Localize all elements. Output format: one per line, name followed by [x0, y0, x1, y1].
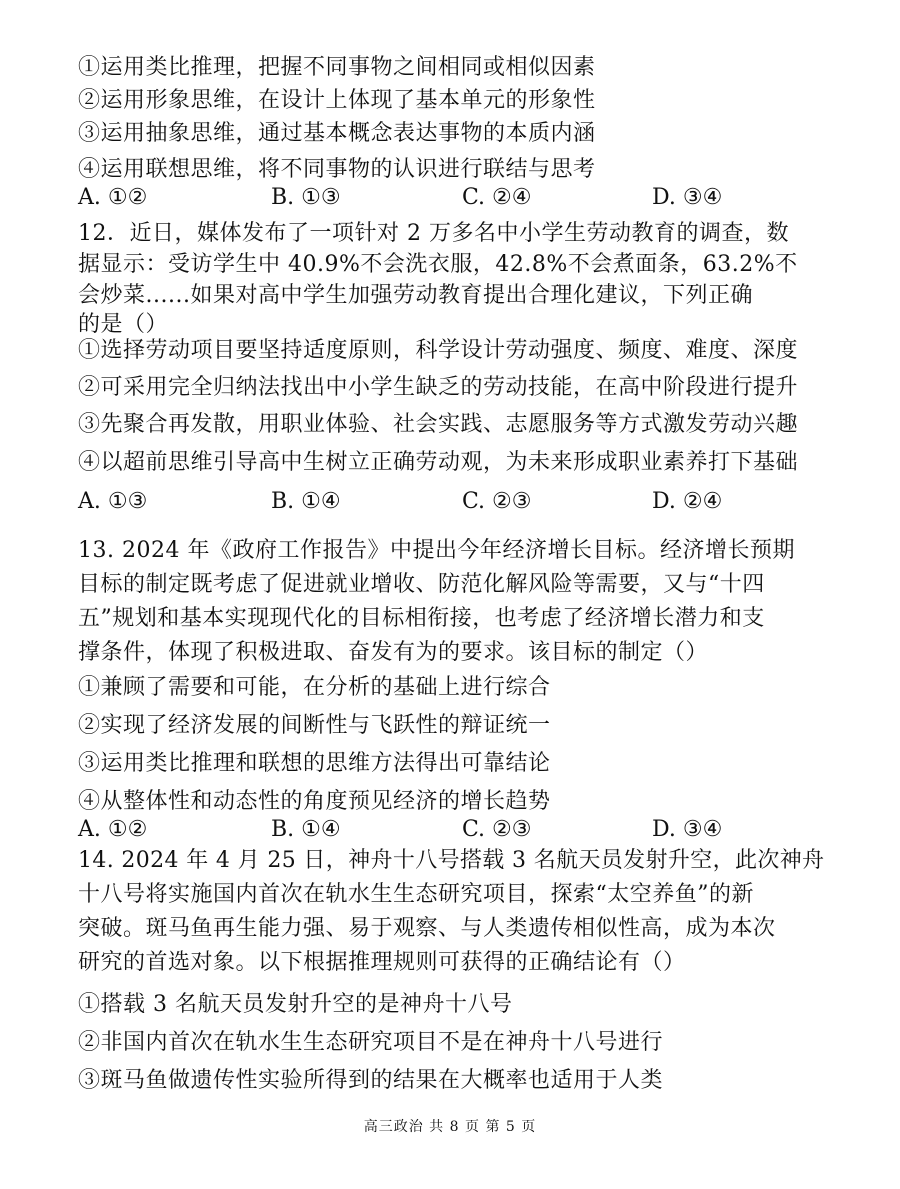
q14-stem-line-3: 突破。斑马鱼再生能力强、易于观察、与人类遗传相似性高，成为本次	[78, 916, 776, 941]
q12-stem-line-3: 会炒菜......如果对高中学生加强劳动教育提出合理化建议，下列正确	[78, 283, 753, 308]
q12-stem-line-4: 的是（）	[78, 312, 169, 337]
q13-stem-line-1: 13. 2024 年《政府工作报告》中提出今年经济增长目标。经济增长预期	[78, 538, 795, 563]
q12-item-4: ④以超前思维引导高中生树立正确劳动观，为未来形成职业素养打下基础	[78, 450, 799, 475]
q12-option-c[interactable]: C. ②③	[462, 489, 532, 514]
q12-item-3: ③先聚合再发散，用职业体验、社会实践、志愿服务等方式激发劳动兴趣	[78, 412, 799, 437]
q14-stem-line-2: 十八号将实施国内首次在轨水生生态研究项目，探索“太空养鱼”的新	[78, 882, 754, 907]
q12-option-a[interactable]: A. ①③	[78, 489, 148, 514]
q11-option-d[interactable]: D. ③④	[652, 185, 723, 210]
q14-item-1: ①搭载 3 名航天员发射升空的是神舟十八号	[78, 992, 513, 1017]
page-footer: 高三政治 共 8 页 第 5 页	[363, 1119, 537, 1135]
q13-option-b[interactable]: B. ①④	[271, 817, 341, 842]
q11-option-b[interactable]: B. ①③	[271, 185, 341, 210]
q13-options	[78, 815, 838, 845]
q12-option-b[interactable]: B. ①④	[271, 489, 341, 514]
q14-item-3: ③斑马鱼做遗传性实验所得到的结果在大概率也适用于人类	[78, 1068, 664, 1093]
q11-options	[78, 183, 838, 213]
q12-item-1: ①选择劳动项目要坚持适度原则，科学设计劳动强度、频度、难度、深度	[78, 338, 799, 363]
q12-option-d[interactable]: D. ②④	[652, 489, 723, 514]
q13-stem-line-2: 目标的制定既考虑了促进就业增收、防范化解风险等需要，又与“十四	[78, 572, 765, 597]
q12-stem-line-2: 据显示：受访学生中 40.9%不会洗衣服，42.8%不会煮面条，63.2%不	[78, 252, 798, 277]
q13-option-a[interactable]: A. ①②	[78, 817, 148, 842]
q13-option-c[interactable]: C. ②③	[462, 817, 532, 842]
q13-item-1: ①兼顾了需要和可能，在分析的基础上进行综合	[78, 675, 551, 700]
q13-option-d[interactable]: D. ③④	[652, 817, 723, 842]
q14-stem-line-4: 研究的首选对象。以下根据推理规则可获得的正确结论有（）	[78, 950, 686, 975]
q13-item-2: ②实现了经济发展的间断性与飞跃性的辩证统一	[78, 713, 551, 738]
q14-item-2: ②非国内首次在轨水生生态研究项目不是在神舟十八号进行	[78, 1030, 664, 1055]
q11-item-1: ①运用类比推理，把握不同事物之间相同或相似因素	[78, 55, 596, 80]
q11-item-2: ②运用形象思维，在设计上体现了基本单元的形象性	[78, 88, 596, 113]
q12-stem-line-1: 12．近日，媒体发布了一项针对 2 万多名中小学生劳动教育的调查，数	[78, 221, 789, 246]
q12-options	[78, 487, 838, 517]
q11-option-c[interactable]: C. ②④	[462, 185, 532, 210]
q13-item-4: ④从整体性和动态性的角度预见经济的增长趋势	[78, 789, 551, 814]
q13-stem-line-4: 撑条件，体现了积极进取、奋发有为的要求。该目标的制定（）	[78, 640, 709, 665]
q14-stem-line-1: 14. 2024 年 4 月 25 日，神舟十八号搭载 3 名航天员发射升空，此次神舟	[78, 848, 825, 873]
q13-item-3: ③运用类比推理和联想的思维方法得出可靠结论	[78, 751, 551, 776]
q13-stem-line-3: 五”规划和基本实现现代化的目标相衔接，也考虑了经济增长潜力和支	[78, 606, 765, 631]
q11-item-3: ③运用抽象思维，通过基本概念表达事物的本质内涵	[78, 121, 596, 146]
q11-item-4: ④运用联想思维，将不同事物的认识进行联结与思考	[78, 157, 596, 182]
q12-item-2: ②可采用完全归纳法找出中小学生缺乏的劳动技能，在高中阶段进行提升	[78, 375, 799, 400]
q11-option-a[interactable]: A. ①②	[78, 185, 148, 210]
